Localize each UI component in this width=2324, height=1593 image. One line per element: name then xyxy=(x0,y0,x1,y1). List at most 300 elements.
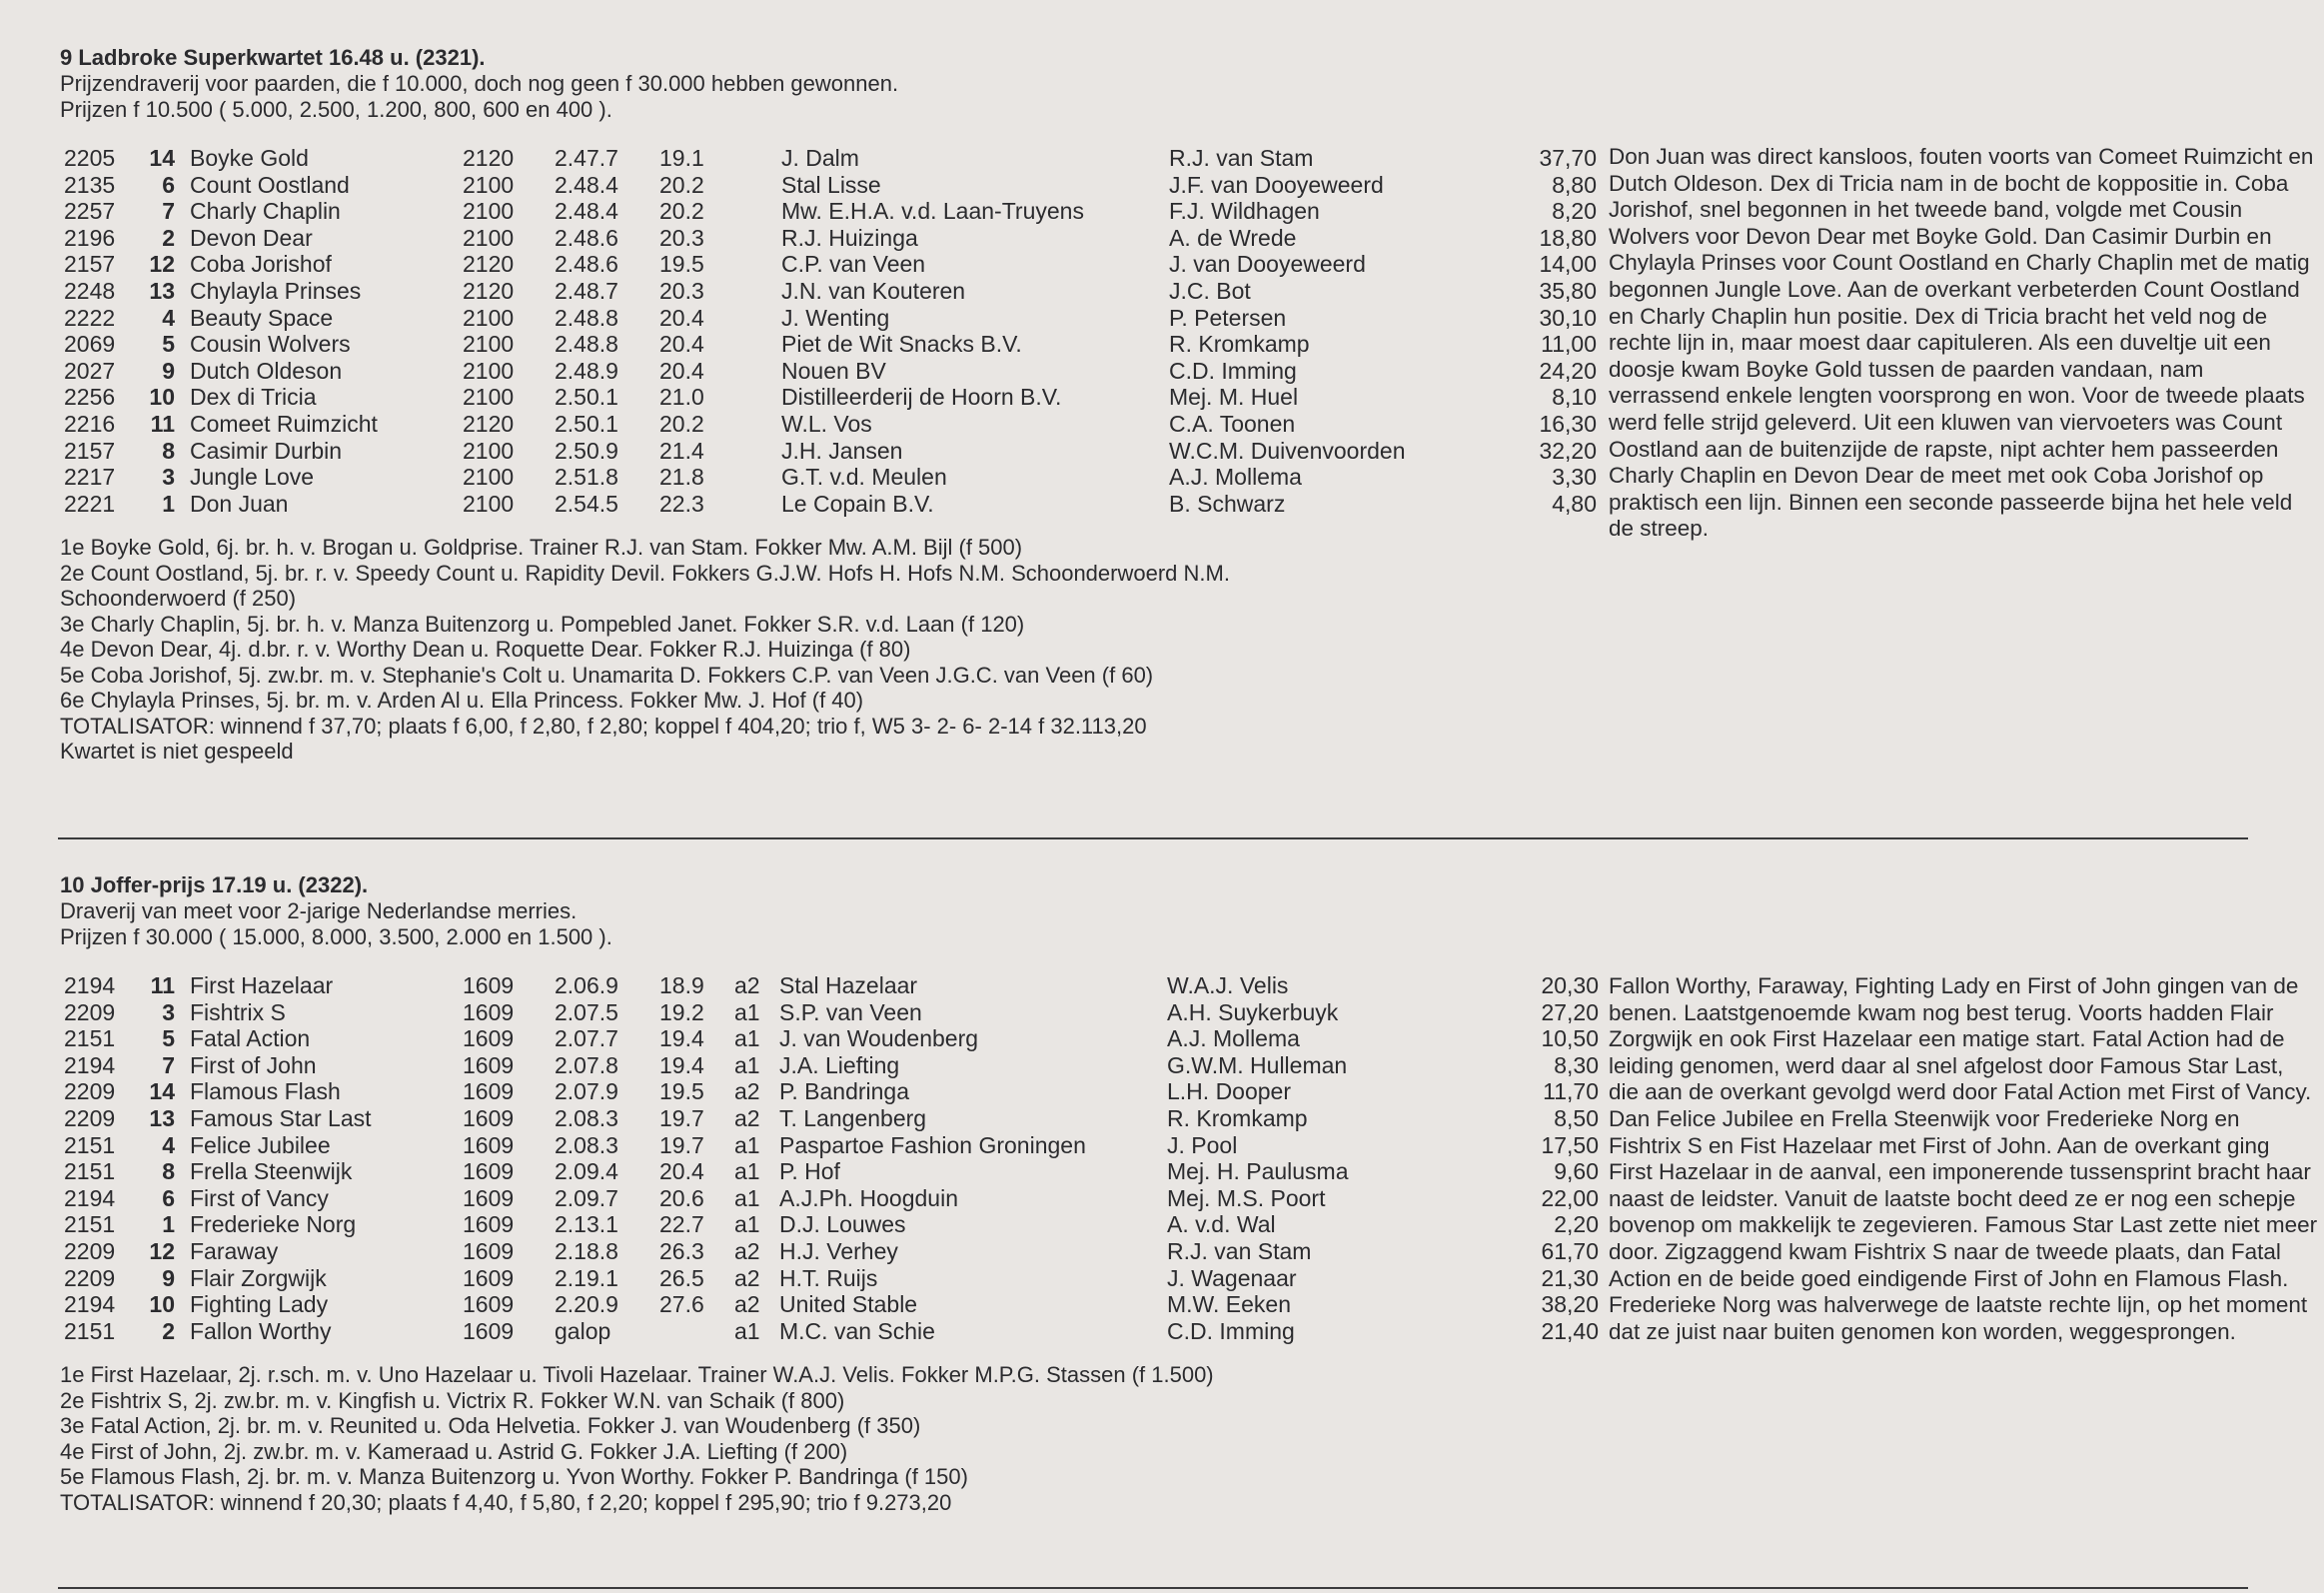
horse-name: Jungle Love xyxy=(190,464,315,491)
km-time: 20.6 xyxy=(659,1184,704,1211)
previous-race-number: 2257 xyxy=(64,198,116,225)
start-number: 14 xyxy=(149,1078,175,1105)
driver-name: J.F. van Dooyeweerd xyxy=(1169,171,1384,198)
win-odds: 8,20 xyxy=(1552,198,1597,225)
owner-name: H.J. Verhey xyxy=(779,1237,898,1264)
start-number: 9 xyxy=(162,1264,175,1291)
driver-name: M.W. Eeken xyxy=(1167,1291,1291,1318)
finish-time: 2.51.8 xyxy=(555,464,618,491)
driver-name: W.A.J. Velis xyxy=(1167,972,1289,998)
horse-name: Count Oostland xyxy=(190,171,350,198)
horse-name: Frederieke Norg xyxy=(190,1211,357,1238)
results-table xyxy=(60,145,1597,517)
km-time: 19.7 xyxy=(659,1104,704,1131)
owner-name: Mw. E.H.A. v.d. Laan-Truyens xyxy=(781,198,1084,225)
horse-name: First of Vancy xyxy=(190,1184,329,1211)
km-time: 21.0 xyxy=(659,384,704,411)
table-row xyxy=(60,437,1597,465)
start-number: 3 xyxy=(162,464,175,491)
previous-race-number: 2209 xyxy=(64,1264,116,1291)
race-section-9 xyxy=(60,44,2314,765)
driver-name: P. Petersen xyxy=(1169,304,1287,331)
finish-time: 2.48.4 xyxy=(555,198,618,225)
km-time: 20.2 xyxy=(659,198,704,225)
win-odds: 27,20 xyxy=(1541,998,1599,1025)
distance: 1609 xyxy=(463,1158,515,1185)
win-odds: 37,70 xyxy=(1539,145,1597,171)
previous-race-number: 2256 xyxy=(64,384,116,411)
win-odds: 32,20 xyxy=(1539,437,1597,464)
finish-time: 2.07.9 xyxy=(555,1078,618,1105)
owner-name: H.T. Ruijs xyxy=(779,1264,878,1291)
previous-race-number: 2209 xyxy=(64,998,116,1025)
driver-name: G.W.M. Hulleman xyxy=(1167,1051,1348,1078)
start-number: 13 xyxy=(149,277,175,304)
finish-time: 2.48.4 xyxy=(555,171,618,198)
table-row xyxy=(60,357,1597,385)
placing-line: 4e Devon Dear, 4j. d.br. r. v. Worthy Dean u. Roquette Dear. Fokker R.J. Huizinga (f 80) xyxy=(60,637,911,663)
win-odds: 2,20 xyxy=(1554,1211,1599,1238)
previous-race-number: 2194 xyxy=(64,1184,116,1211)
win-odds: 8,10 xyxy=(1552,384,1597,411)
win-odds: 20,30 xyxy=(1541,972,1599,998)
km-time: 20.3 xyxy=(659,224,704,251)
horse-name: Fighting Lady xyxy=(190,1291,329,1318)
win-odds: 38,20 xyxy=(1541,1291,1599,1318)
km-time: 20.4 xyxy=(659,1158,704,1185)
placing-line: 1e Boyke Gold, 6j. br. h. v. Brogan u. Goldprise. Trainer R.J. van Stam. Fokker Mw. A.M. Bijl (f 500) xyxy=(60,535,1023,561)
start-group: a2 xyxy=(734,1078,760,1105)
table-row xyxy=(60,1291,1599,1318)
horse-name: Chylayla Prinses xyxy=(190,277,362,304)
owner-name: J. Wenting xyxy=(781,304,890,331)
win-odds: 17,50 xyxy=(1541,1131,1599,1158)
previous-race-number: 2217 xyxy=(64,464,116,491)
finish-time: 2.08.3 xyxy=(555,1104,618,1131)
previous-race-number: 2157 xyxy=(64,437,116,464)
horse-name: Faraway xyxy=(190,1237,279,1264)
distance: 2100 xyxy=(463,331,515,358)
distance: 2120 xyxy=(463,410,515,437)
win-odds: 8,50 xyxy=(1554,1104,1599,1131)
horse-name: Flair Zorgwijk xyxy=(190,1264,327,1291)
driver-name: Mej. M. Huel xyxy=(1169,384,1299,411)
win-odds: 18,80 xyxy=(1539,224,1597,251)
table-row xyxy=(60,277,1597,305)
horse-name: Casimir Durbin xyxy=(190,437,343,464)
driver-name: Mej. M.S. Poort xyxy=(1167,1184,1326,1211)
table-row xyxy=(60,1104,1599,1132)
owner-name: R.J. Huizinga xyxy=(781,224,918,251)
distance: 2100 xyxy=(463,171,515,198)
previous-race-number: 2151 xyxy=(64,1317,116,1344)
finish-time: 2.47.7 xyxy=(555,145,618,171)
placing-line: 4e First of John, 2j. zw.br. m. v. Kameraad u. Astrid G. Fokker J.A. Liefting (f 200) xyxy=(60,1438,848,1464)
horse-name: Fishtrix S xyxy=(190,998,286,1025)
distance: 1609 xyxy=(463,1131,515,1158)
horse-name: Charly Chaplin xyxy=(190,198,341,225)
driver-name: W.C.M. Duivenvoorden xyxy=(1169,437,1406,464)
driver-name: J. Wagenaar xyxy=(1167,1264,1297,1291)
start-group: a2 xyxy=(734,1264,760,1291)
win-odds: 3,30 xyxy=(1552,464,1597,491)
previous-race-number: 2151 xyxy=(64,1131,116,1158)
owner-name: J.A. Liefting xyxy=(779,1051,900,1078)
start-number: 10 xyxy=(149,1291,175,1318)
owner-name: M.C. van Schie xyxy=(779,1317,935,1344)
table-row xyxy=(60,384,1597,411)
finish-time: 2.54.5 xyxy=(555,490,618,517)
table-row xyxy=(60,490,1597,518)
driver-name: R.J. van Stam xyxy=(1167,1237,1312,1264)
owner-name: Stal Hazelaar xyxy=(779,972,918,998)
km-time: 21.8 xyxy=(659,464,704,491)
driver-name: J. van Dooyeweerd xyxy=(1169,251,1366,278)
finish-time: 2.48.6 xyxy=(555,251,618,278)
table-row xyxy=(60,1184,1599,1212)
horse-name: First of John xyxy=(190,1051,317,1078)
win-odds: 14,00 xyxy=(1539,251,1597,278)
start-number: 2 xyxy=(162,1317,175,1344)
km-time: 19.4 xyxy=(659,1025,704,1052)
distance: 1609 xyxy=(463,1104,515,1131)
win-odds: 21,30 xyxy=(1541,1264,1599,1291)
previous-race-number: 2221 xyxy=(64,490,116,517)
start-group: a1 xyxy=(734,1184,760,1211)
table-row xyxy=(60,331,1597,358)
km-time: 20.4 xyxy=(659,357,704,384)
table-row xyxy=(60,1211,1599,1238)
owner-name: Stal Lisse xyxy=(781,171,881,198)
previous-race-number: 2222 xyxy=(64,304,116,331)
driver-name: C.A. Toonen xyxy=(1169,410,1296,437)
start-number: 1 xyxy=(162,1211,175,1238)
finish-time: 2.48.7 xyxy=(555,277,618,304)
driver-name: Mej. H. Paulusma xyxy=(1167,1158,1349,1185)
table-row xyxy=(60,998,1599,1026)
finish-time: 2.50.1 xyxy=(555,384,618,411)
distance: 1609 xyxy=(463,972,515,998)
distance: 2120 xyxy=(463,251,515,278)
start-group: a1 xyxy=(734,1051,760,1078)
table-row xyxy=(60,224,1597,252)
km-time: 19.7 xyxy=(659,1131,704,1158)
finish-time: 2.13.1 xyxy=(555,1211,618,1238)
owner-name: J. Dalm xyxy=(781,145,859,171)
horse-name: Don Juan xyxy=(190,490,289,517)
driver-name: J.C. Bot xyxy=(1169,277,1251,304)
horse-name: Cousin Wolvers xyxy=(190,331,351,358)
distance: 1609 xyxy=(463,1025,515,1052)
section-divider xyxy=(58,1587,2248,1589)
finish-time: 2.48.8 xyxy=(555,304,618,331)
finish-time: 2.50.9 xyxy=(555,437,618,464)
finish-time: 2.09.7 xyxy=(555,1184,618,1211)
start-group: a2 xyxy=(734,1291,760,1318)
start-group: a1 xyxy=(734,1317,760,1344)
owner-name: W.L. Vos xyxy=(781,410,872,437)
start-number: 11 xyxy=(150,410,175,437)
distance: 1609 xyxy=(463,1184,515,1211)
placings-list xyxy=(60,535,1539,765)
owner-name: P. Hof xyxy=(779,1158,840,1185)
start-group: a1 xyxy=(734,1158,760,1185)
finish-time: 2.06.9 xyxy=(555,972,618,998)
km-time: 19.5 xyxy=(659,251,704,278)
placing-line: 5e Flamous Flash, 2j. br. m. v. Manza Buitenzorg u. Yvon Worthy. Fokker P. Bandringa (f 150) xyxy=(60,1464,968,1490)
start-number: 4 xyxy=(162,1131,175,1158)
race-commentary: Don Juan was direct kansloos, fouten voorts van Comeet Ruimzicht en Dutch Oldeson. Dex di Tricia nam in de bocht de koppositie in. Coba Jorishof, snel begonnen in het tweede band, volgde met Cousin Wolvers voor Devon Dear met Boyke Gold. Dan Casimir Durbin en Chylayla Prinses voor Count Oostland en Charly Chaplin met de matig begonnen Jungle Love. Aan de overkant verbeterden Count Oostland en Charly Chaplin hun positie. Dex di Tricia bracht het veld nog de rechte lijn in, maar moest daar capituleren. Als een duveltje uit een doosje kwam Boyke Gold tussen de paarden vandaan, nam verrassend enkele lengten voorsprong en won. Voor de tweede plaats werd felle strijd geleverd. Uit een kluwen van viervoeters was Count Oostland aan de buitenzijde de rapste, nipt achter hem passeerden Charly Chaplin en Devon Dear de meet met ook Coba Jorishof op praktisch een lijn. Binnen een seconde passeerde bijna het hele veld de streep. xyxy=(1609,144,2314,542)
distance: 2100 xyxy=(463,490,515,517)
start-number: 7 xyxy=(162,198,175,225)
owner-name: A.J.Ph. Hoogduin xyxy=(779,1184,959,1211)
driver-name: B. Schwarz xyxy=(1169,490,1286,517)
placings-list xyxy=(60,1362,1539,1515)
win-odds: 9,60 xyxy=(1554,1158,1599,1185)
table-row xyxy=(60,251,1597,278)
distance: 1609 xyxy=(463,1317,515,1344)
start-number: 3 xyxy=(162,998,175,1025)
placing-line: Schoonderwoerd (f 250) xyxy=(60,586,297,612)
horse-name: Boyke Gold xyxy=(190,145,309,171)
km-time: 19.1 xyxy=(659,145,704,171)
win-odds: 21,40 xyxy=(1541,1317,1599,1344)
placing-line: 6e Chylayla Prinses, 5j. br. m. v. Arden Al u. Ella Princess. Fokker Mw. J. Hof (f 40) xyxy=(60,688,864,714)
owner-name: P. Bandringa xyxy=(779,1078,910,1105)
distance: 2100 xyxy=(463,464,515,491)
start-number: 12 xyxy=(149,1237,175,1264)
placing-line: 3e Fatal Action, 2j. br. m. v. Reunited u. Oda Helvetia. Fokker J. van Woudenberg (f 350) xyxy=(60,1413,921,1439)
finish-time: 2.18.8 xyxy=(555,1237,618,1264)
previous-race-number: 2069 xyxy=(64,331,116,358)
placing-line: Kwartet is niet gespeeld xyxy=(60,739,294,765)
placing-line: 3e Charly Chaplin, 5j. br. h. v. Manza Buitenzorg u. Pompebled Janet. Fokker S.R. v.d. Laan (f 120) xyxy=(60,611,1025,637)
horse-name: Comeet Ruimzicht xyxy=(190,410,378,437)
finish-time: 2.19.1 xyxy=(555,1264,618,1291)
race-commentary: Fallon Worthy, Faraway, Fighting Lady en First of John gingen van de benen. Laatstgenoemde kwam nog best terug. Voorts hadden Flair Zorgwijk en ook First Hazelaar een matige start. Fatal Action had de leiding genomen, werd daar al snel afgelost door Famous Star Last, die aan de overkant gevolgd werd door Fatal Action met First of Vancy. Dan Felice Jubilee en Frella Steenwijk voor Frederieke Norg en Fishtrix S en Fist Hazelaar met First of John. Aan de overkant ging First Hazelaar in de aanval, een imponerende tussensprint bracht haar naast de leidster. Vanuit de laatste bocht deed ze er nog een schepje bovenop om makkelijk te zegevieren. Famous Star Last zette niet meer door. Zigzaggend kwam Fishtrix S naar de tweede plaats, dan Fatal Action en de beide goed eindigende First of John en Flamous Flash. Frederieke Norg was halverwege de laatste rechte lijn, op het moment dat ze juist naar buiten genomen kon worden, weggesprongen. xyxy=(1609,973,2318,1344)
owner-name: G.T. v.d. Meulen xyxy=(781,464,947,491)
finish-time: 2.20.9 xyxy=(555,1291,618,1318)
race-title: 10 Joffer-prijs 17.19 u. (2322). xyxy=(60,872,369,897)
start-number: 6 xyxy=(162,1184,175,1211)
previous-race-number: 2209 xyxy=(64,1237,116,1264)
horse-name: Fallon Worthy xyxy=(190,1317,332,1344)
table-row xyxy=(60,1158,1599,1185)
owner-name: J.H. Jansen xyxy=(781,437,903,464)
table-row xyxy=(60,1264,1599,1292)
start-group: a1 xyxy=(734,1211,760,1238)
finish-time: 2.48.8 xyxy=(555,331,618,358)
distance: 2100 xyxy=(463,357,515,384)
km-time: 20.4 xyxy=(659,304,704,331)
finish-time: 2.48.6 xyxy=(555,224,618,251)
distance: 2100 xyxy=(463,304,515,331)
table-row xyxy=(60,410,1597,438)
driver-name: A.J. Mollema xyxy=(1167,1025,1300,1052)
distance: 1609 xyxy=(463,1078,515,1105)
horse-name: Coba Jorishof xyxy=(190,251,332,278)
placing-line: 2e Count Oostland, 5j. br. r. v. Speedy Count u. Rapidity Devil. Fokkers G.J.W. Hofs H. Hofs N.M. Schoonderwoerd N.M. xyxy=(60,560,1230,586)
placing-line: TOTALISATOR: winnend f 37,70; plaats f 6,00, f 2,80, f 2,80; koppel f 404,20; trio f, W5 3- 2- 6- 2-14 f 32.113,20 xyxy=(60,713,1147,739)
table-row xyxy=(60,972,1599,999)
driver-name: A. v.d. Wal xyxy=(1167,1211,1276,1238)
race-prizes: Prijzen f 30.000 ( 15.000, 8.000, 3.500, 2.000 en 1.500 ). xyxy=(60,924,612,949)
start-group: a2 xyxy=(734,1237,760,1264)
driver-name: R.J. van Stam xyxy=(1169,145,1314,171)
owner-name: Distilleerderij de Hoorn B.V. xyxy=(781,384,1062,411)
km-time: 22.7 xyxy=(659,1211,704,1238)
win-odds: 10,50 xyxy=(1541,1025,1599,1052)
start-number: 1 xyxy=(162,490,175,517)
start-group: a1 xyxy=(734,1025,760,1052)
table-row xyxy=(60,1025,1599,1052)
start-number: 8 xyxy=(162,437,175,464)
owner-name: Nouen BV xyxy=(781,357,886,384)
distance: 2100 xyxy=(463,384,515,411)
start-group: a2 xyxy=(734,1104,760,1131)
driver-name: J. Pool xyxy=(1167,1131,1238,1158)
km-time: 27.6 xyxy=(659,1291,704,1318)
finish-time: galop xyxy=(555,1317,611,1344)
finish-time: 2.07.7 xyxy=(555,1025,618,1052)
win-odds: 22,00 xyxy=(1541,1184,1599,1211)
km-time: 19.4 xyxy=(659,1051,704,1078)
previous-race-number: 2194 xyxy=(64,1051,116,1078)
placing-line: 1e First Hazelaar, 2j. r.sch. m. v. Uno Hazelaar u. Tivoli Hazelaar. Trainer W.A.J. Velis. Fokker M.P.G. Stassen (f 1.500) xyxy=(60,1362,1214,1388)
owner-name: J.N. van Kouteren xyxy=(781,277,966,304)
km-time: 20.3 xyxy=(659,277,704,304)
previous-race-number: 2216 xyxy=(64,410,116,437)
km-time: 20.4 xyxy=(659,331,704,358)
race-conditions: Prijzendraverij voor paarden, die f 10.000, doch nog geen f 30.000 hebben gewonnen. xyxy=(60,71,899,96)
owner-name: Le Copain B.V. xyxy=(781,490,934,517)
previous-race-number: 2157 xyxy=(64,251,116,278)
distance: 2100 xyxy=(463,198,515,225)
driver-name: R. Kromkamp xyxy=(1167,1104,1308,1131)
race-section-10 xyxy=(60,871,2318,1515)
win-odds: 61,70 xyxy=(1541,1237,1599,1264)
km-time: 20.2 xyxy=(659,410,704,437)
horse-name: Beauty Space xyxy=(190,304,334,331)
previous-race-number: 2205 xyxy=(64,145,116,171)
start-group: a1 xyxy=(734,998,760,1025)
race-title: 9 Ladbroke Superkwartet 16.48 u. (2321). xyxy=(60,45,486,70)
start-group: a2 xyxy=(734,972,760,998)
km-time: 20.2 xyxy=(659,171,704,198)
owner-name: C.P. van Veen xyxy=(781,251,926,278)
previous-race-number: 2151 xyxy=(64,1211,116,1238)
previous-race-number: 2027 xyxy=(64,357,116,384)
start-number: 5 xyxy=(162,331,175,358)
km-time: 26.3 xyxy=(659,1237,704,1264)
win-odds: 35,80 xyxy=(1539,277,1597,304)
placing-line: TOTALISATOR: winnend f 20,30; plaats f 4,40, f 5,80, f 2,20; koppel f 295,90; trio f 9.273,20 xyxy=(60,1489,952,1515)
owner-name: D.J. Louwes xyxy=(779,1211,906,1238)
distance: 2120 xyxy=(463,145,515,171)
finish-time: 2.09.4 xyxy=(555,1158,618,1185)
start-number: 10 xyxy=(149,384,175,411)
finish-time: 2.08.3 xyxy=(555,1131,618,1158)
km-time: 22.3 xyxy=(659,490,704,517)
finish-time: 2.50.1 xyxy=(555,410,618,437)
win-odds: 16,30 xyxy=(1539,410,1597,437)
horse-name: First Hazelaar xyxy=(190,972,334,998)
table-row xyxy=(60,1237,1599,1265)
table-row xyxy=(60,1317,1599,1345)
driver-name: C.D. Imming xyxy=(1169,357,1297,384)
win-odds: 8,30 xyxy=(1554,1051,1599,1078)
driver-name: F.J. Wildhagen xyxy=(1169,198,1320,225)
distance: 2120 xyxy=(463,277,515,304)
start-number: 14 xyxy=(149,145,175,171)
win-odds: 4,80 xyxy=(1552,490,1597,517)
horse-name: Frella Steenwijk xyxy=(190,1158,353,1185)
distance: 1609 xyxy=(463,1211,515,1238)
finish-time: 2.07.5 xyxy=(555,998,618,1025)
distance: 1609 xyxy=(463,1264,515,1291)
start-number: 11 xyxy=(150,972,175,998)
previous-race-number: 2194 xyxy=(64,972,116,998)
previous-race-number: 2151 xyxy=(64,1158,116,1185)
km-time: 18.9 xyxy=(659,972,704,998)
results-table xyxy=(60,972,1599,1344)
km-time: 19.5 xyxy=(659,1078,704,1105)
owner-name: S.P. van Veen xyxy=(779,998,922,1025)
distance: 1609 xyxy=(463,1051,515,1078)
table-row xyxy=(60,1078,1599,1105)
horse-name: Dutch Oldeson xyxy=(190,357,343,384)
table-row xyxy=(60,171,1597,199)
start-number: 7 xyxy=(162,1051,175,1078)
distance: 2100 xyxy=(463,224,515,251)
win-odds: 11,70 xyxy=(1543,1078,1599,1105)
start-number: 12 xyxy=(149,251,175,278)
horse-name: Felice Jubilee xyxy=(190,1131,331,1158)
table-row xyxy=(60,198,1597,225)
driver-name: L.H. Dooper xyxy=(1167,1078,1292,1105)
owner-name: Paspartoe Fashion Groningen xyxy=(779,1131,1086,1158)
start-number: 9 xyxy=(162,357,175,384)
previous-race-number: 2194 xyxy=(64,1291,116,1318)
km-time: 21.4 xyxy=(659,437,704,464)
horse-name: Famous Star Last xyxy=(190,1104,372,1131)
start-number: 4 xyxy=(162,304,175,331)
previous-race-number: 2151 xyxy=(64,1025,116,1052)
owner-name: United Stable xyxy=(779,1291,918,1318)
owner-name: Piet de Wit Snacks B.V. xyxy=(781,331,1022,358)
owner-name: J. van Woudenberg xyxy=(779,1025,979,1052)
start-number: 8 xyxy=(162,1158,175,1185)
distance: 2100 xyxy=(463,437,515,464)
horse-name: Flamous Flash xyxy=(190,1078,341,1105)
start-number: 6 xyxy=(162,171,175,198)
distance: 1609 xyxy=(463,1237,515,1264)
win-odds: 30,10 xyxy=(1539,304,1597,331)
driver-name: R. Kromkamp xyxy=(1169,331,1310,358)
driver-name: A. de Wrede xyxy=(1169,224,1297,251)
previous-race-number: 2248 xyxy=(64,277,116,304)
win-odds: 8,80 xyxy=(1552,171,1597,198)
distance: 1609 xyxy=(463,998,515,1025)
owner-name: T. Langenberg xyxy=(779,1104,927,1131)
placing-line: 2e Fishtrix S, 2j. zw.br. m. v. Kingfish u. Victrix R. Fokker W.N. van Schaik (f 800) xyxy=(60,1387,845,1413)
finish-time: 2.07.8 xyxy=(555,1051,618,1078)
previous-race-number: 2196 xyxy=(64,224,116,251)
win-odds: 24,20 xyxy=(1539,357,1597,384)
distance: 1609 xyxy=(463,1291,515,1318)
placing-line: 5e Coba Jorishof, 5j. zw.br. m. v. Stephanie's Colt u. Unamarita D. Fokkers C.P. van Veen J.G.C. van Veen (f 60) xyxy=(60,662,1154,688)
table-row xyxy=(60,304,1597,332)
